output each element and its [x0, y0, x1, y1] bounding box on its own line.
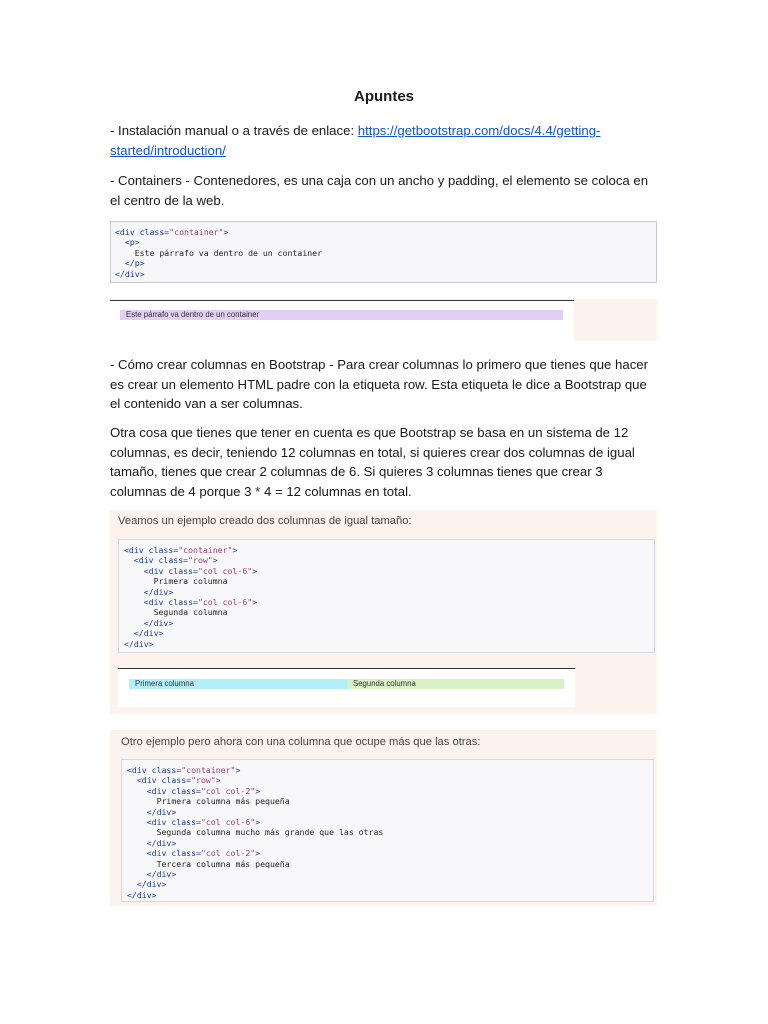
first-column-bar: Primera columna [129, 679, 347, 689]
code-line: </div> [124, 628, 164, 639]
container-result-bar: Este párrafo va dentro de un container [120, 310, 563, 320]
code-line: </div> [127, 837, 177, 848]
code-line: </div> [127, 869, 177, 880]
code-line: <div class="col col-6"> [124, 565, 258, 576]
code-line: <div class="row"> [124, 555, 218, 566]
code-line: Primera columna [124, 576, 228, 587]
install-paragraph [110, 121, 655, 160]
code-text: <div class="container"> <p> Este párrafo va dentro de un container </p> </div> [115, 227, 323, 279]
container-result-panel [110, 285, 657, 341]
code-line: <div class="col col-6"> [124, 597, 258, 608]
equal-columns-caption: Veamos un ejemplo creado dos columnas de igual tamaño: [118, 515, 412, 527]
code-line: Segunda columna [124, 607, 228, 618]
bootstrap-docs-link[interactable]: https://getbootstrap.com/docs/4.4/getting-started/introduction/ [110, 123, 601, 158]
code-line: <div class="col col-2"> [127, 848, 261, 859]
code-text [127, 765, 383, 900]
code-line: </div> [124, 617, 174, 628]
result-white-area [110, 301, 574, 341]
unequal-columns-code-block [121, 759, 654, 902]
unequal-columns-caption: Otro ejemplo pero ahora con una columna que ocupe más que las otras: [121, 736, 481, 748]
columns-paragraph: - Cómo crear columnas en Bootstrap - Para crear columnas lo primero que tienes que hacer es crear un elemento HTML padre con la etiqueta row. Esta etiqueta le dice a Bootstrap que el contenido van a ser columnas. [110, 357, 649, 411]
second-column-bar: Segunda columna [347, 679, 564, 689]
result-top-strip [110, 285, 657, 299]
container-code-block [110, 221, 657, 283]
equal-columns-code-block [118, 539, 655, 653]
unequal-columns-example [110, 730, 657, 906]
install-text: - Instalación manual o a través de enlace: [110, 123, 358, 138]
code-line: </div> [124, 586, 174, 597]
code-line: </div> [127, 806, 177, 817]
code-line: <div class="col col-6"> [127, 817, 261, 828]
code-line: </div> [124, 638, 154, 649]
code-line: <div class="container"> [127, 765, 241, 775]
code-line: <div class="row"> [127, 775, 221, 786]
grid-system-paragraph: Otra cosa que tienes que tener en cuenta es que Bootstrap se basa en un sistema de 12 columnas, es decir, teniendo 12 columnas en total, si quieres crear dos columnas de igual tamaño, tienes que crear 2 columnas de 6. Si quieres 3 columnas tienes que crear 3 columnas de 4 porque 3 * 4 = 12 columnas en total. [110, 425, 635, 499]
code-line: <div class="container"> [124, 545, 238, 555]
code-line: Segunda columna mucho más grande que las otras [127, 827, 384, 838]
code-line: Primera columna más pequeña [127, 796, 290, 807]
code-line: </div> [127, 889, 157, 900]
code-line: Tercera columna más pequeña [127, 858, 290, 869]
equal-columns-result [118, 668, 575, 707]
document-title: Apuntes [354, 88, 414, 105]
code-line: </div> [127, 879, 167, 890]
equal-columns-example [110, 510, 657, 714]
containers-paragraph: - Containers - Contenedores, es una caja con un ancho y padding, el elemento se coloca en el centro de la web. [110, 173, 649, 208]
code-line: <div class="col col-2"> [127, 785, 261, 796]
result-rule [118, 668, 575, 669]
code-text [124, 545, 257, 649]
